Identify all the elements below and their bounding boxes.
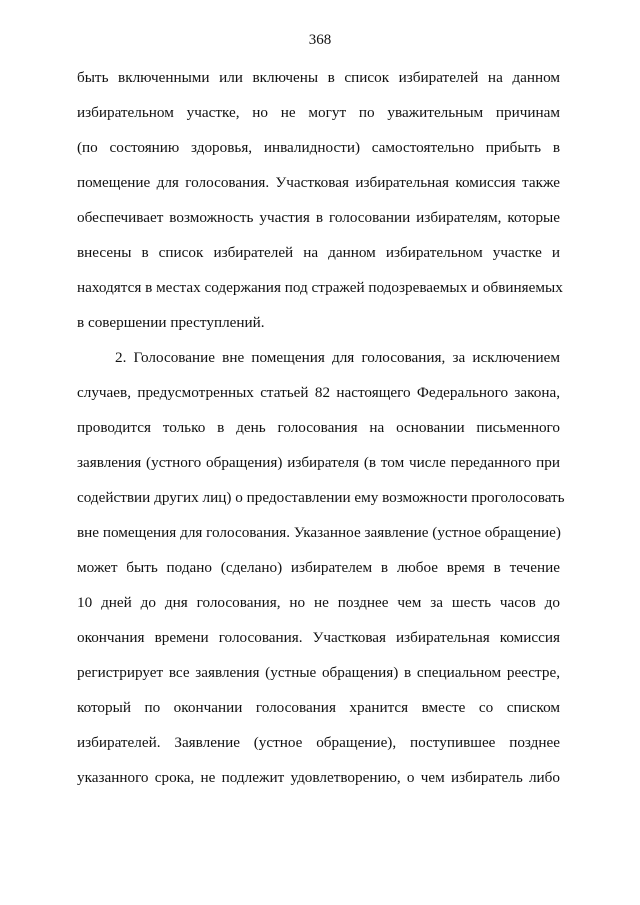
text-line: указанного срока, не подлежит удовлетворению, о чем избиратель либо	[77, 769, 560, 786]
text-line: регистрирует все заявления (устные обращения) в специальном реестре,	[77, 664, 560, 681]
text-line: 2. Голосование вне помещения для голосования, за исключением	[115, 349, 560, 366]
text-line: 10 дней до дня голосования, но не позднее чем за шесть часов до	[77, 594, 560, 611]
text-line: окончания времени голосования. Участковая избирательная комиссия	[77, 629, 560, 646]
text-line: помещение для голосования. Участковая избирательная комиссия также	[77, 174, 560, 191]
page-number: 368	[308, 32, 332, 48]
text-line: избирательном участке, но не могут по уважительным причинам	[77, 104, 560, 121]
text-line: содействии других лиц) о предоставлении ему возможности проголосовать	[77, 489, 565, 506]
text-line: вне помещения для голосования. Указанное заявление (устное обращение)	[77, 524, 561, 541]
text-line: (по состоянию здоровья, инвалидности) самостоятельно прибыть в	[77, 139, 560, 156]
text-line: избирателей. Заявление (устное обращение), поступившее позднее	[77, 734, 560, 751]
text-line: который по окончании голосования хранится вместе со списком	[77, 699, 560, 716]
text-line: внесены в список избирателей на данном избирательном участке и	[77, 244, 560, 261]
text-line: проводится только в день голосования на основании письменного	[77, 419, 560, 436]
text-line: находятся в местах содержания под стражей подозреваемых и обвиняемых	[77, 279, 563, 296]
text-line: быть включенными или включены в список избирателей на данном	[77, 69, 560, 86]
text-line: в совершении преступлений.	[77, 314, 265, 331]
text-line: случаев, предусмотренных статьей 82 настоящего Федерального закона,	[77, 384, 560, 401]
text-line: может быть подано (сделано) избирателем в любое время в течение	[77, 559, 560, 576]
text-line: заявления (устного обращения) избирателя (в том числе переданного при	[77, 454, 560, 471]
text-line: обеспечивает возможность участия в голосовании избирателям, которые	[77, 209, 560, 226]
